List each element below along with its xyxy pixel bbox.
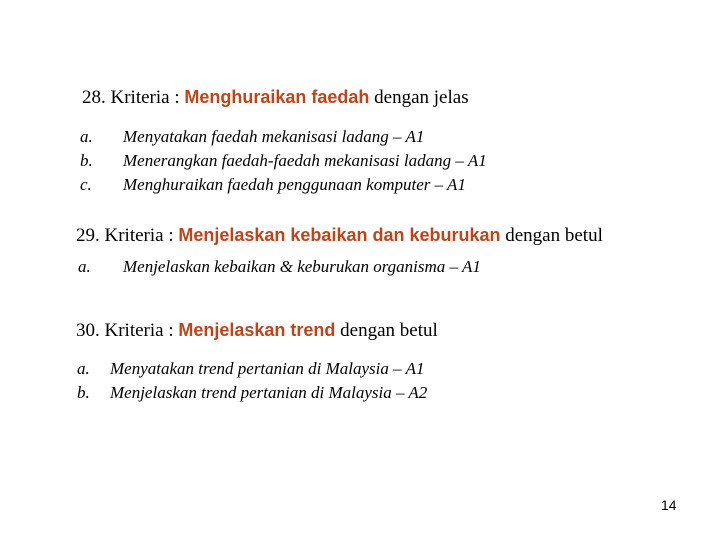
item-marker: b. — [77, 383, 90, 402]
item-marker: a. — [80, 127, 93, 146]
criteria-28-item-c — [80, 175, 466, 195]
item-text: Menjelaskan trend pertanian di Malaysia – A2 — [110, 383, 428, 402]
criteria-30-prefix: 30. Kriteria : — [76, 320, 179, 341]
criteria-30-keyword: Menjelaskan trend — [178, 320, 336, 340]
item-marker: a. — [78, 257, 91, 276]
item-marker: a. — [77, 359, 90, 378]
item-text: Menyatakan trend pertanian di Malaysia – A1 — [110, 359, 425, 378]
criteria-28-keyword: Menghuraikan faedah — [184, 87, 370, 107]
page-number: 14 — [661, 497, 677, 513]
item-text: Menerangkan faedah-faedah mekanisasi ladang – A1 — [123, 151, 487, 170]
criteria-29-heading — [76, 225, 603, 247]
criteria-30-item-b — [77, 383, 428, 403]
criteria-30-heading — [76, 320, 438, 342]
criteria-28-suffix: dengan jelas — [369, 87, 469, 108]
criteria-28-heading — [82, 87, 469, 109]
criteria-29-keyword: Menjelaskan kebaikan dan keburukan — [178, 225, 501, 245]
criteria-29-prefix: 29. Kriteria : — [76, 225, 179, 246]
item-text: Menjelaskan kebaikan & keburukan organisma – A1 — [123, 257, 481, 276]
criteria-28-prefix: 28. Kriteria : — [82, 87, 185, 108]
item-text: Menyatakan faedah mekanisasi ladang – A1 — [123, 127, 425, 146]
item-marker: c. — [80, 175, 92, 194]
criteria-30-item-a — [77, 359, 425, 379]
criteria-28-item-b — [80, 151, 487, 171]
criteria-30-suffix: dengan betul — [335, 320, 438, 341]
criteria-29-suffix: dengan betul — [500, 225, 603, 246]
item-marker: b. — [80, 151, 93, 170]
item-text: Menghuraikan faedah penggunaan komputer – A1 — [123, 175, 466, 194]
criteria-28-item-a — [80, 127, 425, 147]
criteria-29-item-a — [78, 257, 481, 277]
